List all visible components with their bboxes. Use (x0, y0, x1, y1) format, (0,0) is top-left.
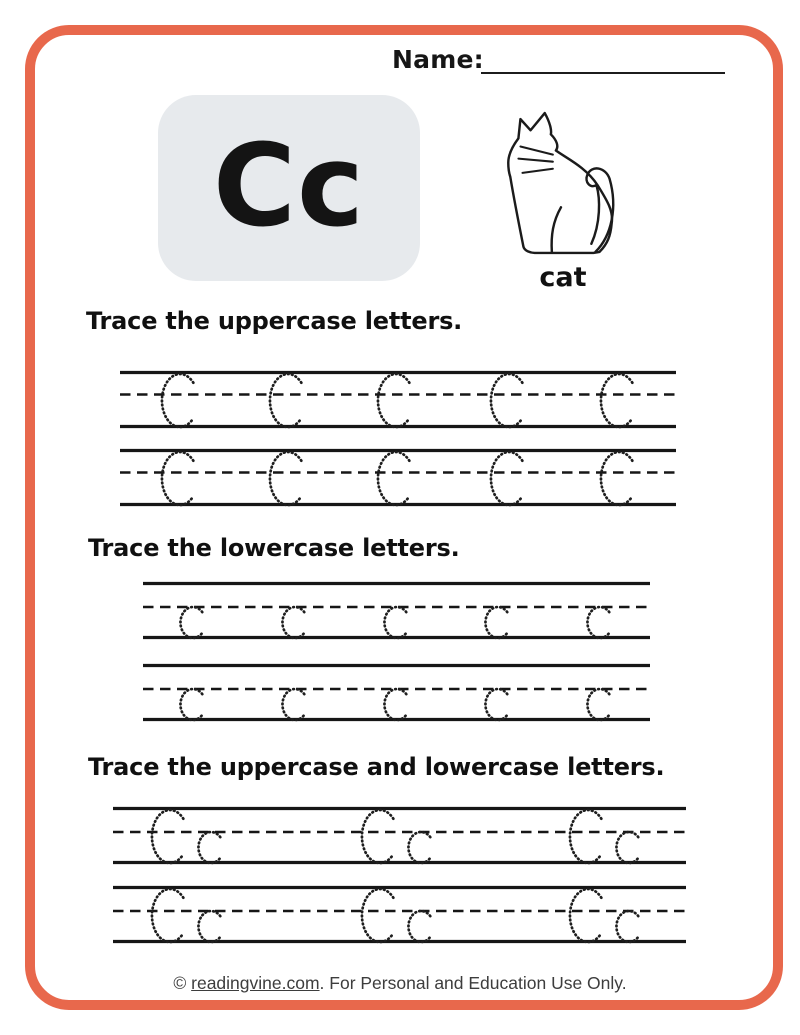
trace-letter-c (616, 911, 638, 942)
footer-site-link[interactable]: readingvine.com (191, 973, 320, 993)
trace-row (118, 368, 678, 431)
footer (0, 973, 800, 994)
letter-card (158, 95, 420, 281)
trace-letter-c (587, 689, 609, 720)
trace-row (118, 446, 678, 509)
cat-icon (506, 110, 620, 260)
trace-letter-c (408, 911, 430, 942)
trace-letter-c (408, 832, 430, 863)
section-heading-mixed: Trace the uppercase and lowercase letters. (88, 753, 665, 781)
trace-letter-C (162, 452, 193, 505)
trace-letter-C (362, 810, 393, 863)
trace-letter-C (570, 889, 601, 942)
trace-row (141, 661, 652, 724)
trace-letter-C (601, 452, 632, 505)
trace-letter-C (601, 374, 632, 427)
trace-row (111, 804, 688, 867)
trace-row (141, 579, 652, 642)
trace-letter-C (570, 810, 601, 863)
section-heading-uppercase: Trace the uppercase letters. (86, 307, 463, 335)
section-heading-lowercase: Trace the lowercase letters. (88, 534, 460, 562)
trace-letter-c (485, 689, 507, 720)
trace-letter-C (378, 374, 409, 427)
trace-letter-c (384, 607, 406, 638)
trace-letter-C (270, 374, 301, 427)
mascot-word: cat (539, 262, 587, 293)
name-write-line (481, 45, 725, 74)
footer-copyright-prefix: © (173, 973, 192, 993)
trace-letter-c (587, 607, 609, 638)
trace-row (111, 883, 688, 946)
trace-letter-C (362, 889, 393, 942)
name-label: Name: (392, 45, 484, 74)
cat-leg-line (552, 207, 561, 252)
trace-letter-c (384, 689, 406, 720)
trace-letter-C (152, 889, 183, 942)
cat-whiskers (518, 146, 552, 172)
trace-letter-c (198, 911, 220, 942)
trace-letter-c (198, 832, 220, 863)
trace-letter-c (616, 832, 638, 863)
trace-letter-c (180, 607, 202, 638)
trace-letter-c (282, 607, 304, 638)
trace-letter-c (180, 689, 202, 720)
trace-letter-C (270, 452, 301, 505)
trace-letter-c (485, 607, 507, 638)
trace-letter-C (491, 452, 522, 505)
trace-letter-C (162, 374, 193, 427)
trace-letter-C (491, 374, 522, 427)
letter-card-text: Cc (213, 120, 365, 252)
trace-letter-C (152, 810, 183, 863)
trace-letter-c (282, 689, 304, 720)
trace-letter-C (378, 452, 409, 505)
footer-usage-text: . For Personal and Education Use Only. (319, 973, 627, 993)
